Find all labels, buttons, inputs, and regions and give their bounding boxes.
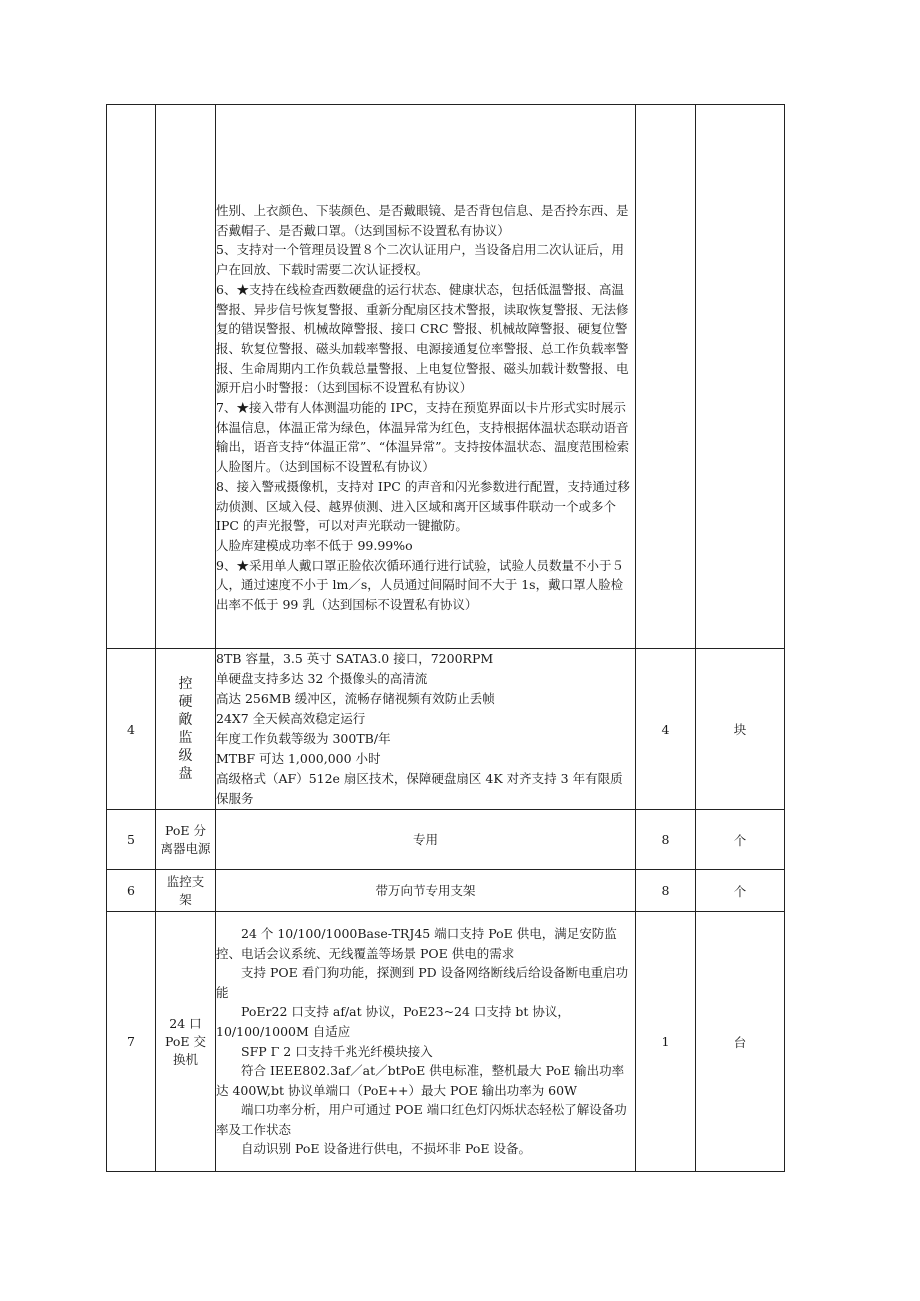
row-number: 7	[107, 912, 156, 1172]
description-line: 自动识别 PoE 设备进行供电，不损坏非 PoE 设备。	[241, 1141, 532, 1157]
item-description: 带万向节专用支架	[216, 870, 636, 912]
quantity: 1	[636, 912, 696, 1172]
description-line: 符合 IEEE802.3af／at／btPoE 供电标准，整机最大 PoE 输出功率达 400W,bt 协议单端口（PoE++）最大 POE 输出功率为 60W	[216, 1063, 625, 1098]
table-row	[107, 870, 785, 912]
row-number	[107, 105, 156, 649]
quantity: 8	[636, 870, 696, 912]
item-name	[156, 105, 216, 649]
unit: 台	[696, 912, 785, 1172]
description-line: 5、支持对一个管理员设置８个二次认证用户，当设备启用二次认证后，用户在回放、下载时需要二次认证授权。	[216, 242, 624, 278]
item-name: 控硬敵监级盘	[178, 676, 193, 782]
description-line: 人脸库建模成功率不低于 99.99%o	[216, 537, 413, 553]
table-row	[107, 105, 785, 649]
quantity	[636, 105, 696, 649]
description-line: 8TB 容量，3.5 英寸 SATA3.0 接口，7200RPM	[216, 651, 494, 666]
description-line: 性别、上衣颜色、下装颜色、是否戴眼镜、是否背包信息、是否拎东西、是否戴帽子、是否戴口罩。（达到国标不设置私有协议）	[216, 203, 629, 238]
table-row	[107, 912, 785, 1172]
quantity: 8	[636, 810, 696, 870]
item-description	[216, 912, 636, 1172]
description-line: SFP Γ 2 口支持千兆光纤模块接入	[241, 1043, 433, 1059]
unit: 块	[696, 649, 785, 810]
unit: 个	[696, 810, 785, 870]
description-line: 24 个 10/100/1000Base-TRJ45 端口支持 PoE 供电，满足安防监控、电话会议系统、无线覆盖等场景 POE 供电的需求	[216, 925, 617, 961]
table-row	[107, 649, 785, 810]
description-line: 年度工作负载等级为 300TB/年	[216, 731, 391, 746]
row-number: 4	[107, 649, 156, 810]
description-line: PoEr22 口支持 af/at 协议，PoE23~24 口支持 bt 协议，10/100/1000M 自适应	[216, 1004, 570, 1039]
unit: 个	[696, 870, 785, 912]
item-description: 专用	[216, 810, 636, 870]
description-line: 6、★支持在线检查西数硬盘的运行状态、健康状态，包括低温警报、高温警报、异步信号恢复警报、重新分配扇区技术警报，读取恢复警报、无法修复的错误警报、机械故障警报、接口 CRC 警报、机械故障警报、硬复位警报、软复位警报、磁头加载率警报、电源接通复位率警报、总工作负载率警报、生命周期内工作负载总量警报、上电复位警报、磁头加载计数警报、电源开启小时警报：（达到国标不设置私有协议）	[216, 281, 629, 396]
quantity: 4	[636, 649, 696, 810]
item-name: 24 口 PoE 交换机	[156, 912, 216, 1172]
row-number: 5	[107, 810, 156, 870]
description-line: MTBF 可达 1,000,000 小时	[216, 751, 381, 766]
description-line: 端口功率分析，用户可通过 POE 端口红色灯闪烁状态轻松了解设备功率及工作状态	[216, 1102, 627, 1137]
item-name: 监控支架	[156, 870, 216, 912]
description-line: 24X7 全天候高效稳定运行	[216, 711, 366, 726]
description-line: 高达 256MB 缓冲区，流畅存储视频有效防止丢帧	[216, 691, 495, 706]
item-name: PoE 分离器电源	[156, 810, 216, 870]
item-description	[216, 649, 636, 810]
description-line: 高级格式（AF）512e 扇区技术，保障硬盘扇区 4K 对齐支持 3 年有限质保服务	[216, 771, 623, 806]
row-number: 6	[107, 870, 156, 912]
description-line: 7、★接入带有人体测温功能的 IPC，支持在预览界面以卡片形式实时展示体温信息，体温正常为绿色，体温异常为红色，支持根据体温状态联动语音输出，语音支持“体温正常”、“体温异常”。支持按体温状态、温度范围检索人脸图片。（达到国标不设置私有协议）	[216, 400, 630, 475]
unit	[696, 105, 785, 649]
description-line: 8、接入警戒摄像机，支持对 IPC 的声音和闪光参数进行配置，支持通过移动侦测、区域入侵、越界侦测、进入区域和离开区域事件联动一个或多个 IPC 的声光报警，可以对声光联动一键撤防。	[216, 478, 630, 534]
item-description	[216, 105, 636, 649]
table-row	[107, 810, 785, 870]
description-line: 支持 POE 看门狗功能，探测到 PD 设备网络断线后给设备断电重启功能	[216, 965, 629, 1000]
description-line: 单硬盘支持多达 32 个摄像头的高清流	[216, 671, 428, 686]
item-name-cell	[156, 649, 216, 810]
description-line: 9、★采用单人戴口罩正脸依次循环通行进行试验，试验人员数量不小于５人，通过速度不小于 lm／s，人员通过间隔时间不大于 1s，戴口罩人脸检出率不低于 99 乳（达到国标不设置私有协议）	[216, 557, 624, 613]
spec-table	[106, 104, 785, 1172]
